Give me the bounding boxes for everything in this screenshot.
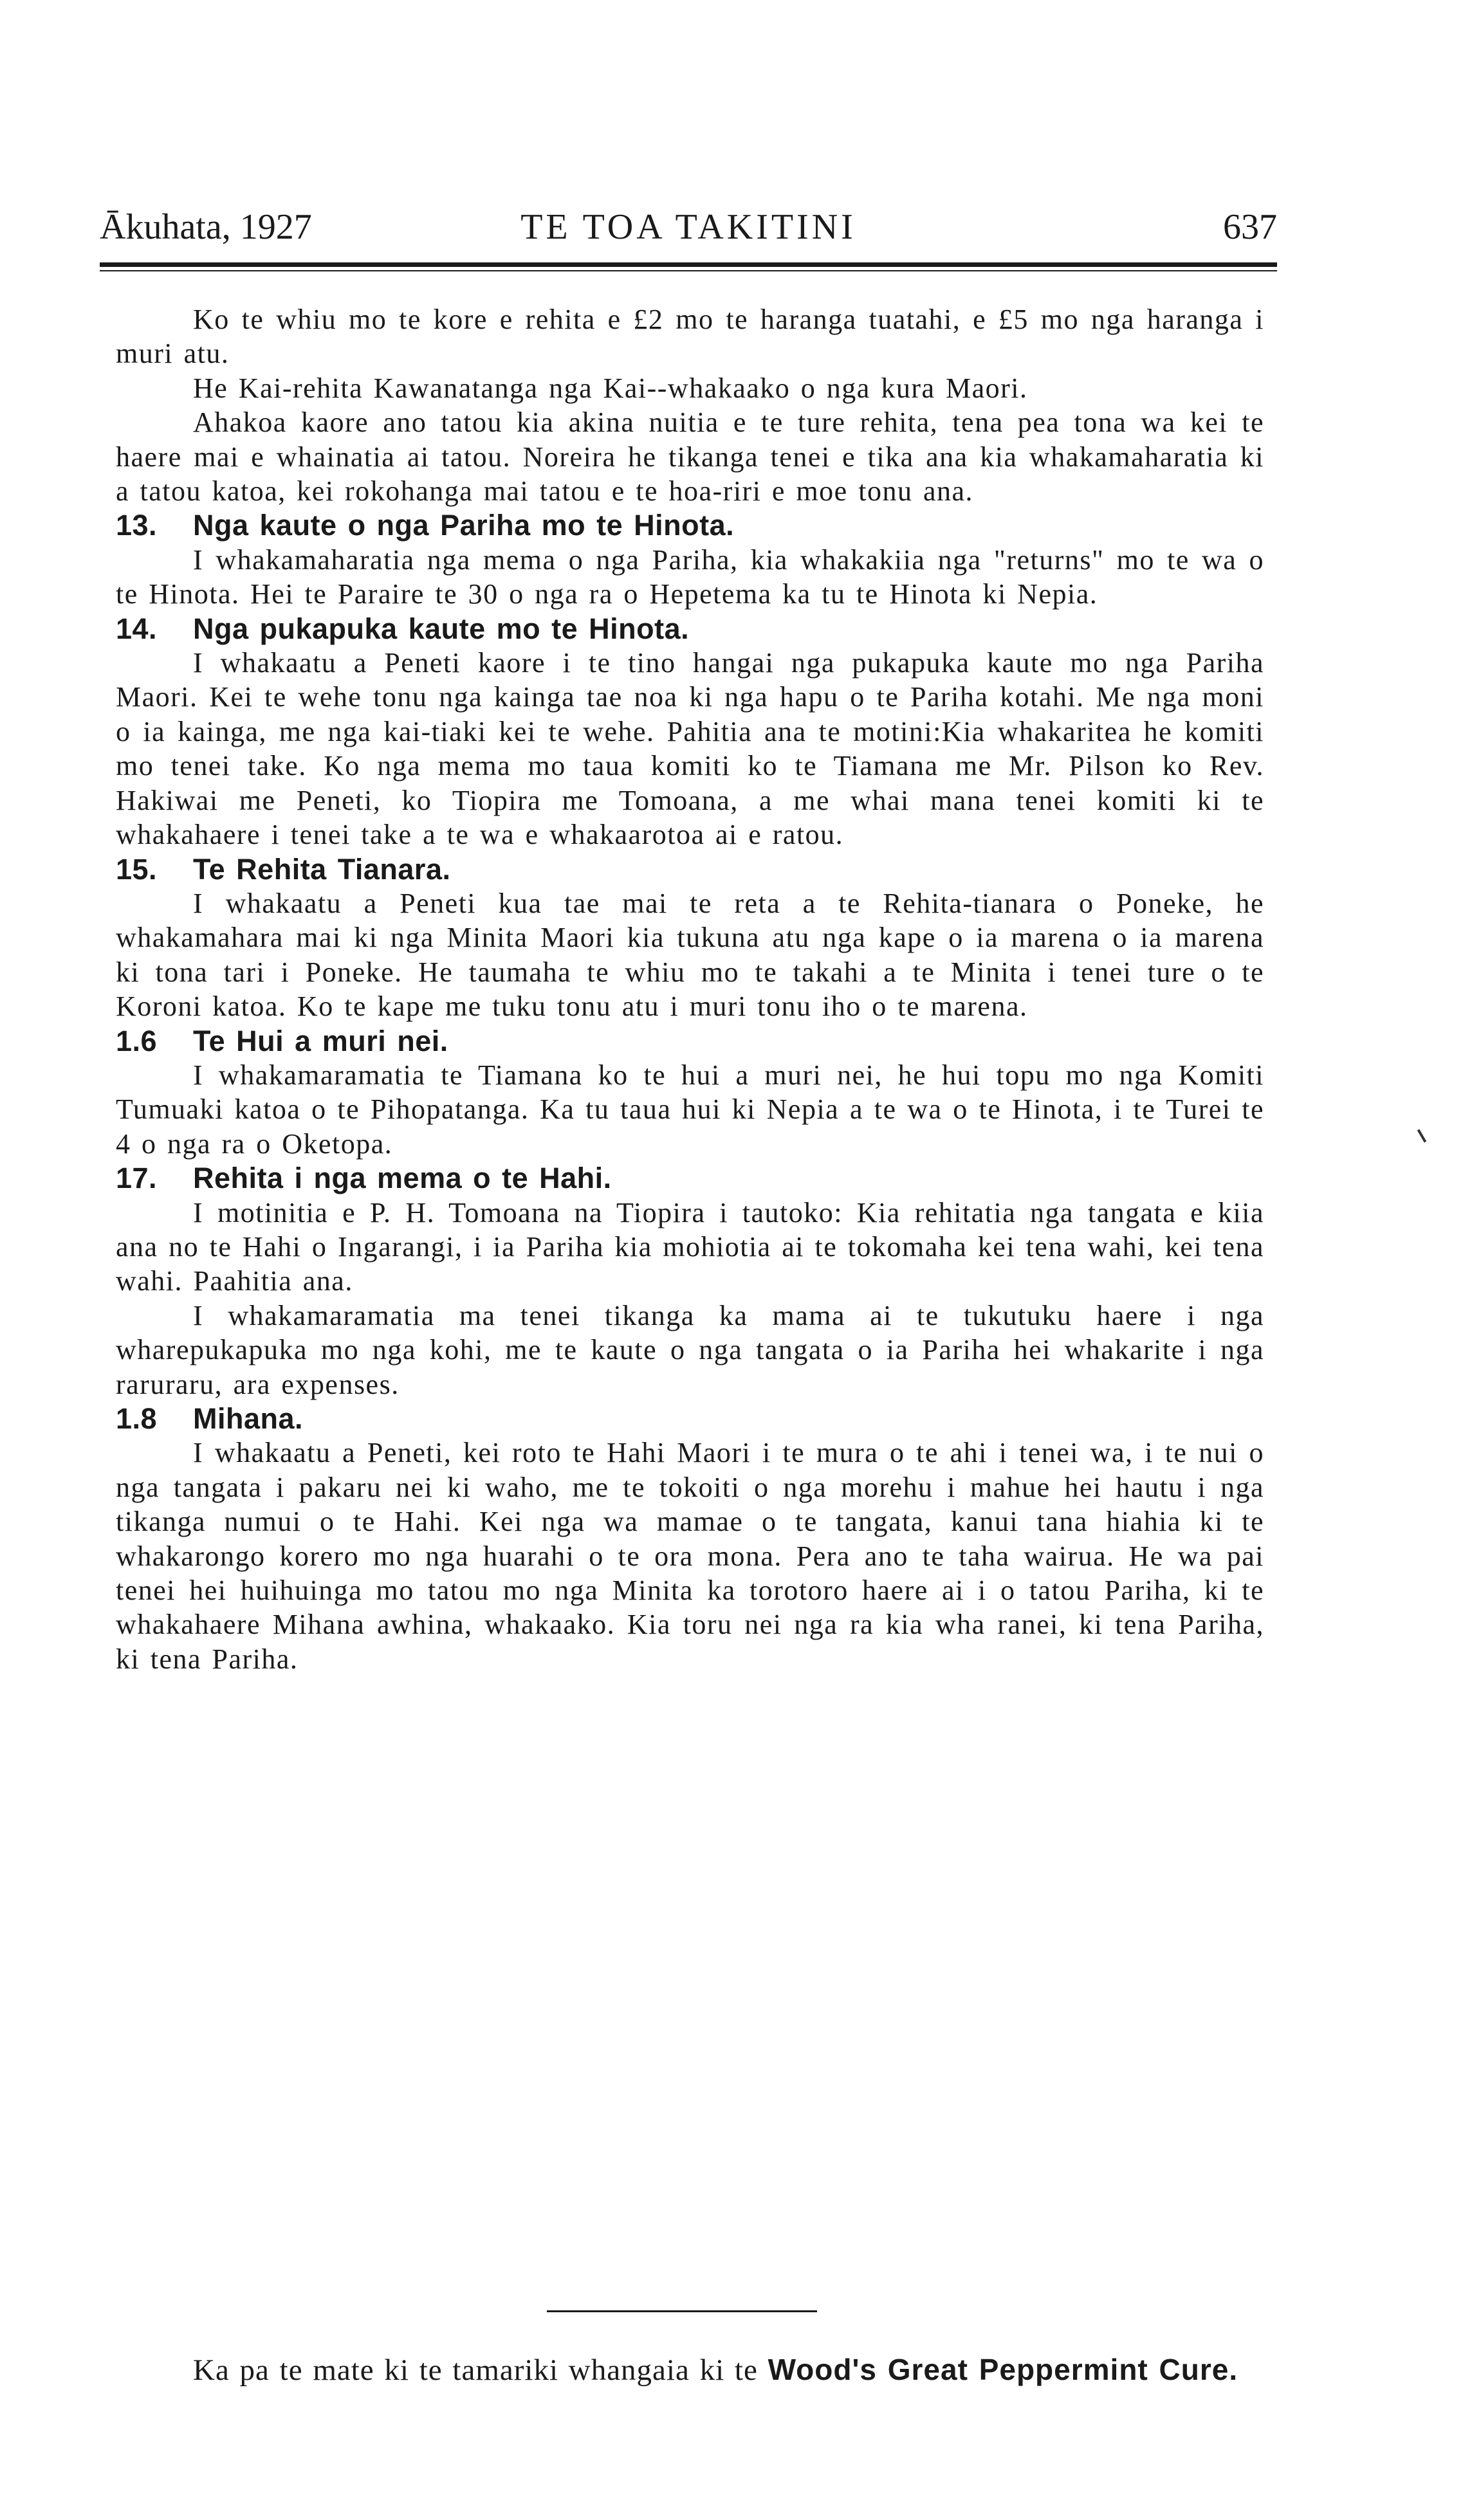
- publication-title: TE TOA TAKITINI: [520, 207, 856, 247]
- page-number: 637: [1223, 207, 1277, 247]
- section-number: 1.8: [116, 1402, 158, 1435]
- running-head: [100, 205, 1277, 256]
- article-body: [116, 302, 1264, 1676]
- section-heading: [116, 1161, 1264, 1195]
- section-heading: [116, 612, 1264, 646]
- section-number: 15.: [116, 852, 158, 886]
- section-heading: [116, 1024, 1264, 1058]
- section-paragraph: I whakamaharatia nga mema o nga Pariha, kia whakakiia nga "returns" mo te wa o te Hinota. Hei te Paraire te 30 o nga ra o Hepetema ka tu te Hinota ki Nepia.: [116, 543, 1264, 610]
- section-number: 13.: [116, 509, 158, 542]
- section-heading: [116, 508, 1264, 542]
- section-title: Mihana.: [193, 1402, 304, 1435]
- margin-mark: [1417, 1129, 1426, 1142]
- section-paragraph: I whakaatu a Peneti kua tae mai te reta a te Rehita-tianara o Poneke, he whakamahara mai ki nga Minita Maori kia tukuna atu nga kape o ia marena o ia marena ki tona tari i Poneke. He taumaha te whiu mo te takahi a te Minita i tenei ture o te Koroni katoa. Ko te kape me tuku tonu atu i muri tonu iho o te marena.: [116, 887, 1264, 1023]
- issue-date: Ākuhata, 1927: [100, 207, 312, 247]
- intro-paragraph: Ko te whiu mo te kore e rehita e £2 mo te haranga tuatahi, e £5 mo nga haranga i muri atu.: [116, 304, 1264, 370]
- header-rule-thick: [100, 262, 1277, 267]
- section-paragraph: I motinitia e P. H. Tomoana na Tiopira i tautoko: Kia rehitatia nga tangata e kiia ana no te Hahi o Ingarangi, i ia Pariha kia mohiotia ai te tokomaha kei tena wahi, kei tena wahi. Paahitia ana.: [116, 1196, 1264, 1297]
- section-title: Rehita i nga mema o te Hahi.: [193, 1162, 612, 1195]
- section-title: Te Rehita Tianara.: [193, 852, 451, 886]
- section-paragraph: I whakamaramatia ma tenei tikanga ka mama ai te tukutuku haere i nga wharepukapuka mo nga kohi, me te kaute o nga tangata o ia Pariha hei whakarite i nga raruraru, ara expenses.: [116, 1299, 1264, 1400]
- section-paragraph: I whakaatu a Peneti, kei roto te Hahi Maori i te mura o te ahi i tenei wa, i te nui o nga tangata i pakaru nei ki waho, me te tokoiti o nga morehu i mahue hei hautu i nga tikanga numui o te Hahi. Kei nga wa mamae o te tangata, kanui tana hiahia ki te whakarongo korero mo nga huarahi o te ora mona. Pera ano te taha wairua. He wa pai tenei hei huihuinga mo tatou mo nga Minita ka torotoro haere ai i o tatou Pariha, ki te whakahaere Mihana awhina, whakaako. Kia toru nei nga ra kia wha ranei, ki tena Pariha, ki tena Pariha.: [116, 1437, 1264, 1675]
- section-title: Nga kaute o nga Pariha mo te Hinota.: [193, 509, 735, 542]
- header-rule-thin: [100, 270, 1277, 271]
- section-heading: [116, 1402, 1264, 1436]
- advert-divider: [547, 2310, 817, 2312]
- section-paragraph: I whakaatu a Peneti kaore i te tino hangai nga pukapuka kaute mo nga Pariha Maori. Kei te wehe tonu nga kainga tae noa ki nga hapu o te Pariha kotahi. Me nga moni o ia kainga, me nga kai-tiaki kei te wehe. Pahitia ana te motini:Kia whakaritea he komiti mo tenei take. Ko nga mema mo taua komiti ko te Tiamana me Mr. Pilson ko Rev. Hakiwai me Peneti, ko Tiopira me Tomoana, a me whai mana tenei komiti ki te whakahaere i tenei take a te wa e whakaarotoa ai e ratou.: [116, 647, 1264, 851]
- intro-paragraph: Ahakoa kaore ano tatou kia akina nuitia e te ture rehita, tena pea tona wa kei te haere mai e whainatia ai tatou. Noreira he tikanga tenei e tika ana kia whakamaharatia ki a tatou katoa, kei rokohanga mai tatou e te hoa-riri e moe tonu ana.: [116, 406, 1264, 507]
- section-paragraph: I whakamaramatia te Tiamana ko te hui a muri nei, he hui topu mo nga Komiti Tumuaki katoa o te Pihopatanga. Ka tu taua hui ki Nepia a te wa o te Hinota, i te Turei te 4 o nga ra o Oketopa.: [116, 1059, 1264, 1160]
- advert-product: Wood's Great Peppermint Cure.: [768, 2353, 1238, 2386]
- section-number: 14.: [116, 612, 158, 645]
- section-heading: [116, 852, 1264, 886]
- advert-text: Ka pa te mate ki te tamariki whangaia ki te: [193, 2353, 758, 2387]
- advertisement: [116, 2351, 1264, 2389]
- section-title: Nga pukapuka kaute mo te Hinota.: [193, 612, 690, 645]
- intro-paragraph: He Kai-rehita Kawanatanga nga Kai--whakaako o nga kura Maori.: [193, 372, 1028, 404]
- section-title: Te Hui a muri nei.: [193, 1024, 448, 1057]
- section-number: 1.6: [116, 1024, 158, 1057]
- section-number: 17.: [116, 1162, 158, 1195]
